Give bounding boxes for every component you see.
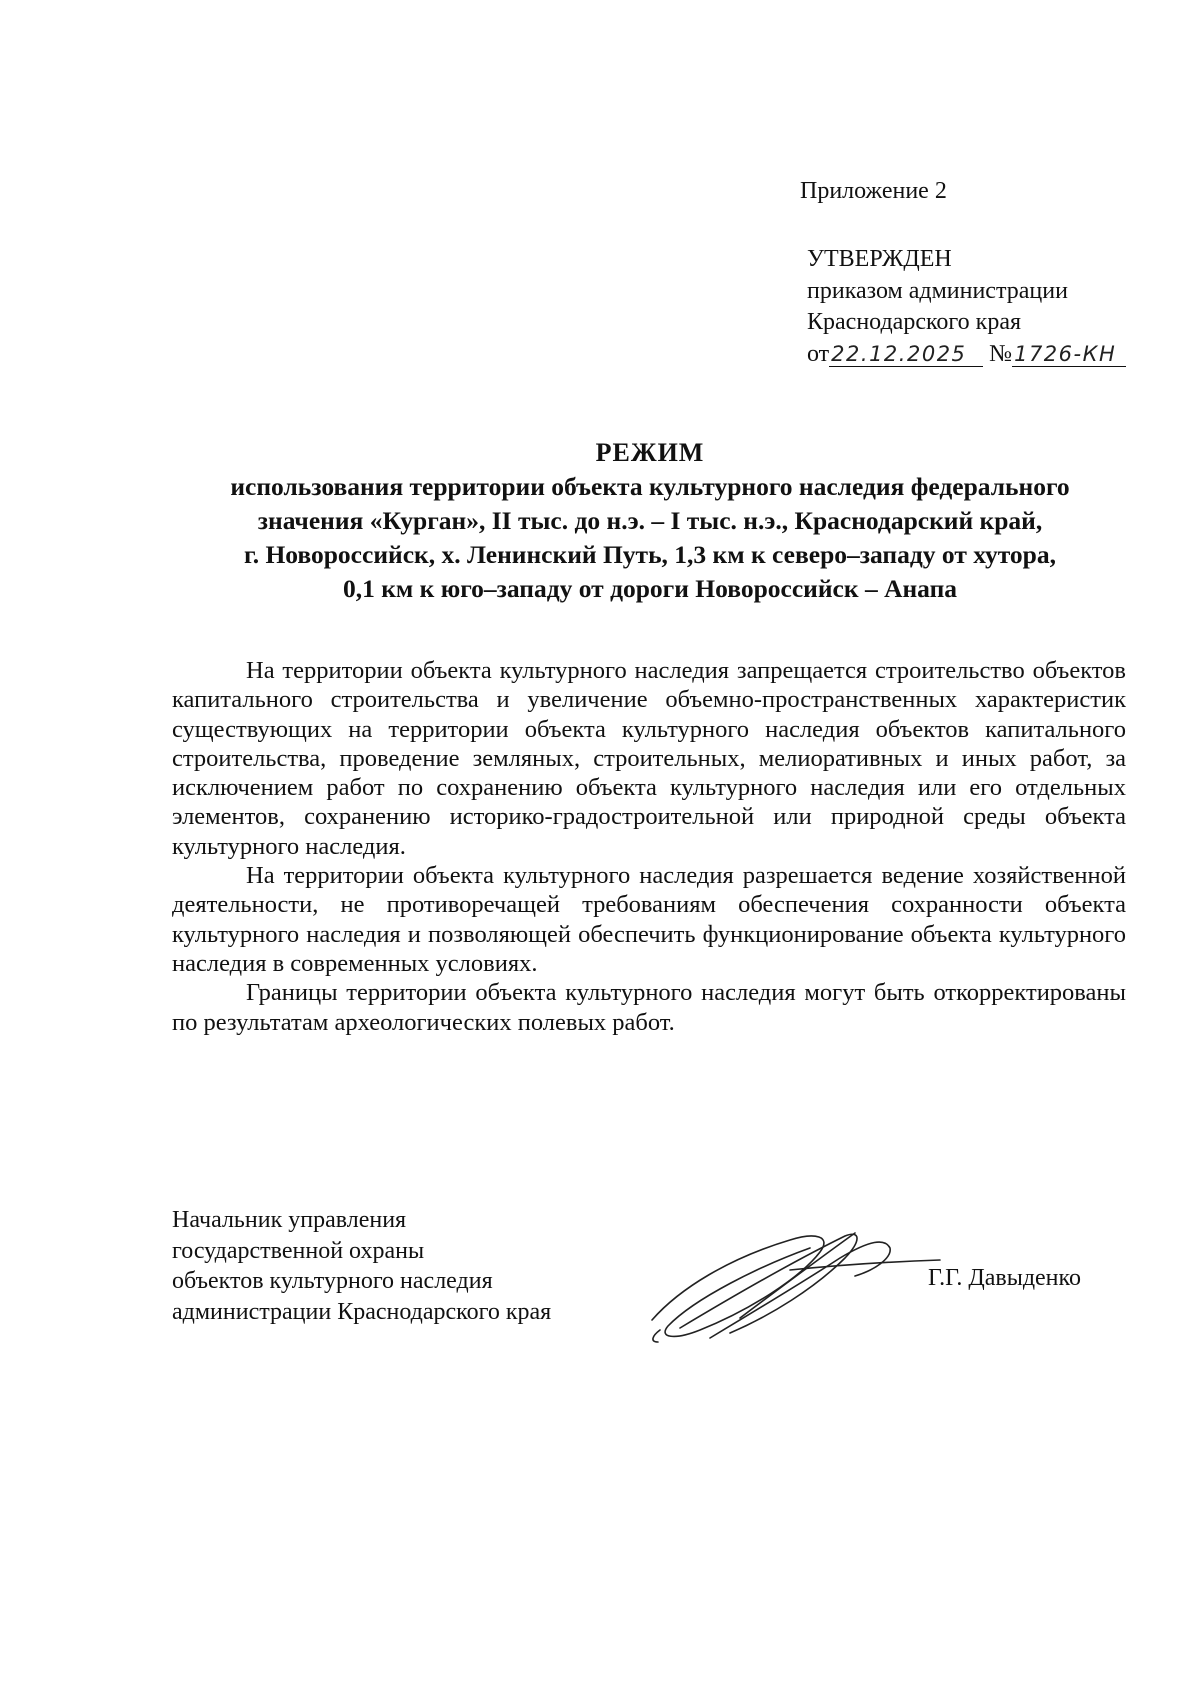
document-title: [170, 436, 1130, 606]
position-line-2: государственной охраны: [172, 1237, 425, 1264]
signatory-position: [172, 1205, 551, 1327]
document-body: [172, 656, 1126, 1037]
handwritten-number: 1726-КН: [1012, 342, 1126, 367]
position-line-1: Начальник управления: [172, 1207, 407, 1233]
body-paragraph-2: На территории объекта культурного наследия разрешается ведение хозяйственной деятельности, не противоречащей требованиям обеспечения сохранности объекта культурного наследия и позволяющей обеспечить функционирование объекта культурного наследия в современных условиях.: [172, 862, 1126, 977]
position-line-3: объектов культурного наследия: [172, 1268, 493, 1294]
handwritten-date: 22.12.2025: [829, 342, 983, 367]
approved-by-line-2: Краснодарского края: [807, 309, 1022, 335]
approved-by-line-1: приказом администрации: [807, 277, 1068, 304]
position-line-4: администрации Краснодарского края: [172, 1298, 552, 1325]
order-date-number-line: [807, 339, 1126, 371]
title-main: РЕЖИМ: [595, 438, 705, 467]
approval-block: [807, 244, 1126, 370]
title-line-2: значения «Курган», II тыс. до н.э. – I тыс. н.э., Краснодарский край,: [257, 506, 1043, 535]
signatory-name: Г.Г. Давыденко: [928, 1265, 1081, 1291]
title-line-1: использования территории объекта культурного наследия федерального: [230, 472, 1070, 501]
date-prefix: от: [807, 340, 830, 367]
title-line-4: 0,1 км к юго–западу от дороги Новороссийск – Анапа: [342, 574, 958, 603]
body-paragraph-1: На территории объекта культурного наследия запрещается строительство объектов капитального строительства и увеличение объемно-пространственных характеристик существующих на территории объекта культурного наследия объектов капитального строительства, проведение земляных, строительных, мелиоративных и иных работ, за исключением работ по сохранению объекта культурного наследия или его отдельных элементов, сохранению историко-градостроительной или природной среды объекта культурного наследия.: [172, 657, 1126, 860]
approved-heading: УТВЕРЖДЕН: [807, 246, 952, 272]
handwritten-signature: [640, 1218, 960, 1348]
title-line-3: г. Новороссийск, х. Ленинский Путь, 1,3 км к северо–западу от хутора,: [244, 540, 1056, 569]
body-paragraph-3: Границы территории объекта культурного наследия могут быть откорректированы по результатам археологических полевых работ.: [172, 979, 1126, 1036]
number-prefix: №: [989, 340, 1013, 367]
appendix-label: Приложение 2: [800, 178, 947, 204]
